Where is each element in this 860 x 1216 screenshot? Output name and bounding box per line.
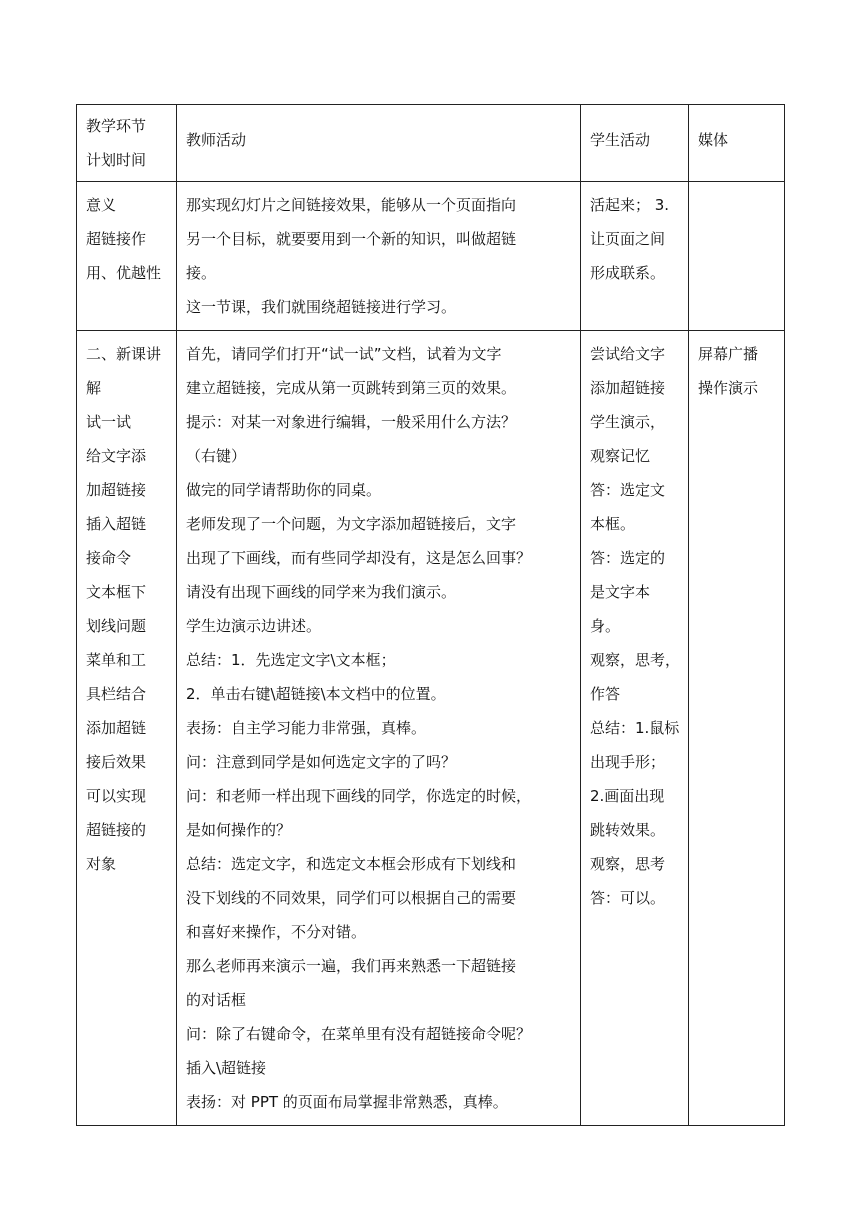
cell-student-activity xyxy=(581,331,689,1126)
header-teacher-label: 教师活动 xyxy=(186,131,247,149)
text-line: 这一节课，我们就围绕超链接进行学习。 xyxy=(186,298,457,316)
cell-teacher-activity xyxy=(177,331,581,1126)
text-line: 用、优越性 xyxy=(86,264,162,282)
text-line: 答：选定文 xyxy=(590,481,666,499)
text-line: 总结：1.鼠标 xyxy=(590,719,680,737)
text-line: 总结：1．先选定文字\文本框； xyxy=(186,651,396,669)
cell-media xyxy=(689,331,785,1126)
header-stage-time xyxy=(77,105,177,182)
text-line: 学生演示， xyxy=(590,413,666,431)
text-line: 提示：对某一对象进行编辑，一般采用什么方法？ xyxy=(186,413,517,431)
cell-media xyxy=(689,182,785,331)
text-line: 答：选定的 xyxy=(590,549,666,567)
text-line: 没下划线的不同效果，同学们可以根据自己的需要 xyxy=(186,889,517,907)
text-line: 出现了下画线，而有些同学却没有，这是怎么回事？ xyxy=(186,549,532,567)
cell-stage xyxy=(77,182,177,331)
text-line: 作答 xyxy=(590,685,621,703)
text-line: 问：注意到同学是如何选定文字的了吗？ xyxy=(186,753,457,771)
text-line: （右键） xyxy=(186,447,247,465)
text-line: 插入\超链接 xyxy=(186,1059,267,1077)
text-line: 加超链接 xyxy=(86,481,147,499)
text-line: 操作演示 xyxy=(698,379,759,397)
table-row xyxy=(77,182,785,331)
cell-teacher-activity xyxy=(177,182,581,331)
text-line: 接命令 xyxy=(86,549,132,567)
text-line: 请没有出现下画线的同学来为我们演示。 xyxy=(186,583,457,601)
header-student-label: 学生活动 xyxy=(590,131,651,149)
text-line: 插入超链 xyxy=(86,515,147,533)
text-line: 让页面之间 xyxy=(590,230,666,248)
text-line: 和喜好来操作，不分对错。 xyxy=(186,923,367,941)
text-line: 形成联系。 xyxy=(590,264,666,282)
text-line: 问：和老师一样出现下画线的同学，你选定的时候， xyxy=(186,787,532,805)
cell-stage xyxy=(77,331,177,1126)
text-line: 问：除了右键命令，在菜单里有没有超链接命令呢？ xyxy=(186,1025,532,1043)
text-line: 跳转效果。 xyxy=(590,821,666,839)
text-line: 那么老师再来演示一遍，我们再来熟悉一下超链接 xyxy=(186,957,517,975)
text-line: 身。 xyxy=(590,617,621,635)
text-line: 接后效果 xyxy=(86,753,147,771)
header-teacher-activity xyxy=(177,105,581,182)
text-line: 解 xyxy=(86,379,102,397)
text-line: 具栏结合 xyxy=(86,685,147,703)
text-line: 接。 xyxy=(186,264,217,282)
lesson-plan-table xyxy=(76,104,785,1126)
table-header-row xyxy=(77,105,785,182)
text-line: 表扬：自主学习能力非常强，真棒。 xyxy=(186,719,427,737)
text-line: 老师发现了一个问题，为文字添加超链接后，文字 xyxy=(186,515,517,533)
text-line: 意义 xyxy=(86,196,117,214)
text-line: 划线问题 xyxy=(86,617,147,635)
text-line: 超链接的 xyxy=(86,821,147,839)
text-line: 活起来； 3. xyxy=(590,196,670,214)
text-line: 答：可以。 xyxy=(590,889,666,907)
header-student-activity xyxy=(581,105,689,182)
text-line: 表扬：对 PPT 的页面布局掌握非常熟悉，真棒。 xyxy=(186,1093,508,1111)
text-line: 尝试给文字 xyxy=(590,345,666,363)
text-line: 添加超链接 xyxy=(590,379,666,397)
header-media-label: 媒体 xyxy=(698,131,729,149)
text-line: 屏幕广播 xyxy=(698,345,759,363)
text-line: 那实现幻灯片之间链接效果，能够从一个页面指向 xyxy=(186,196,517,214)
text-line: 给文字添 xyxy=(86,447,147,465)
text-line: 试一试 xyxy=(86,413,132,431)
text-line: 另一个目标，就要要用到一个新的知识，叫做超链 xyxy=(186,230,517,248)
header-stage-label: 教学环节 xyxy=(86,117,147,135)
text-line: 建立超链接，完成从第一页跳转到第三页的效果。 xyxy=(186,379,517,397)
text-line: 文本框下 xyxy=(86,583,147,601)
text-line: 二、新课讲 xyxy=(86,345,162,363)
text-line: 观察，思考 xyxy=(590,855,666,873)
text-line: 对象 xyxy=(86,855,117,873)
text-line: 本框。 xyxy=(590,515,636,533)
text-line: 菜单和工 xyxy=(86,651,147,669)
text-line: 学生边演示边讲述。 xyxy=(186,617,322,635)
text-line: 出现手形； xyxy=(590,753,666,771)
text-line: 的对话框 xyxy=(186,991,247,1009)
text-line: 超链接作 xyxy=(86,230,147,248)
text-line: 是文字本 xyxy=(590,583,651,601)
text-line: 2．单击右键\超链接\本文档中的位置。 xyxy=(186,685,446,703)
header-media xyxy=(689,105,785,182)
text-line: 添加超链 xyxy=(86,719,147,737)
text-line: 观察，思考， xyxy=(590,651,681,669)
header-time-label: 计划时间 xyxy=(86,151,147,169)
text-line: 首先，请同学们打开“试一试”文档，试着为文字 xyxy=(186,345,502,363)
text-line: 总结：选定文字，和选定文本框会形成有下划线和 xyxy=(186,855,517,873)
text-line: 做完的同学请帮助你的同桌。 xyxy=(186,481,382,499)
text-line: 2.画面出现 xyxy=(590,787,665,805)
text-line: 是如何操作的？ xyxy=(186,821,292,839)
text-line: 可以实现 xyxy=(86,787,147,805)
table-row xyxy=(77,331,785,1126)
text-line: 观察记忆 xyxy=(590,447,651,465)
cell-student-activity xyxy=(581,182,689,331)
